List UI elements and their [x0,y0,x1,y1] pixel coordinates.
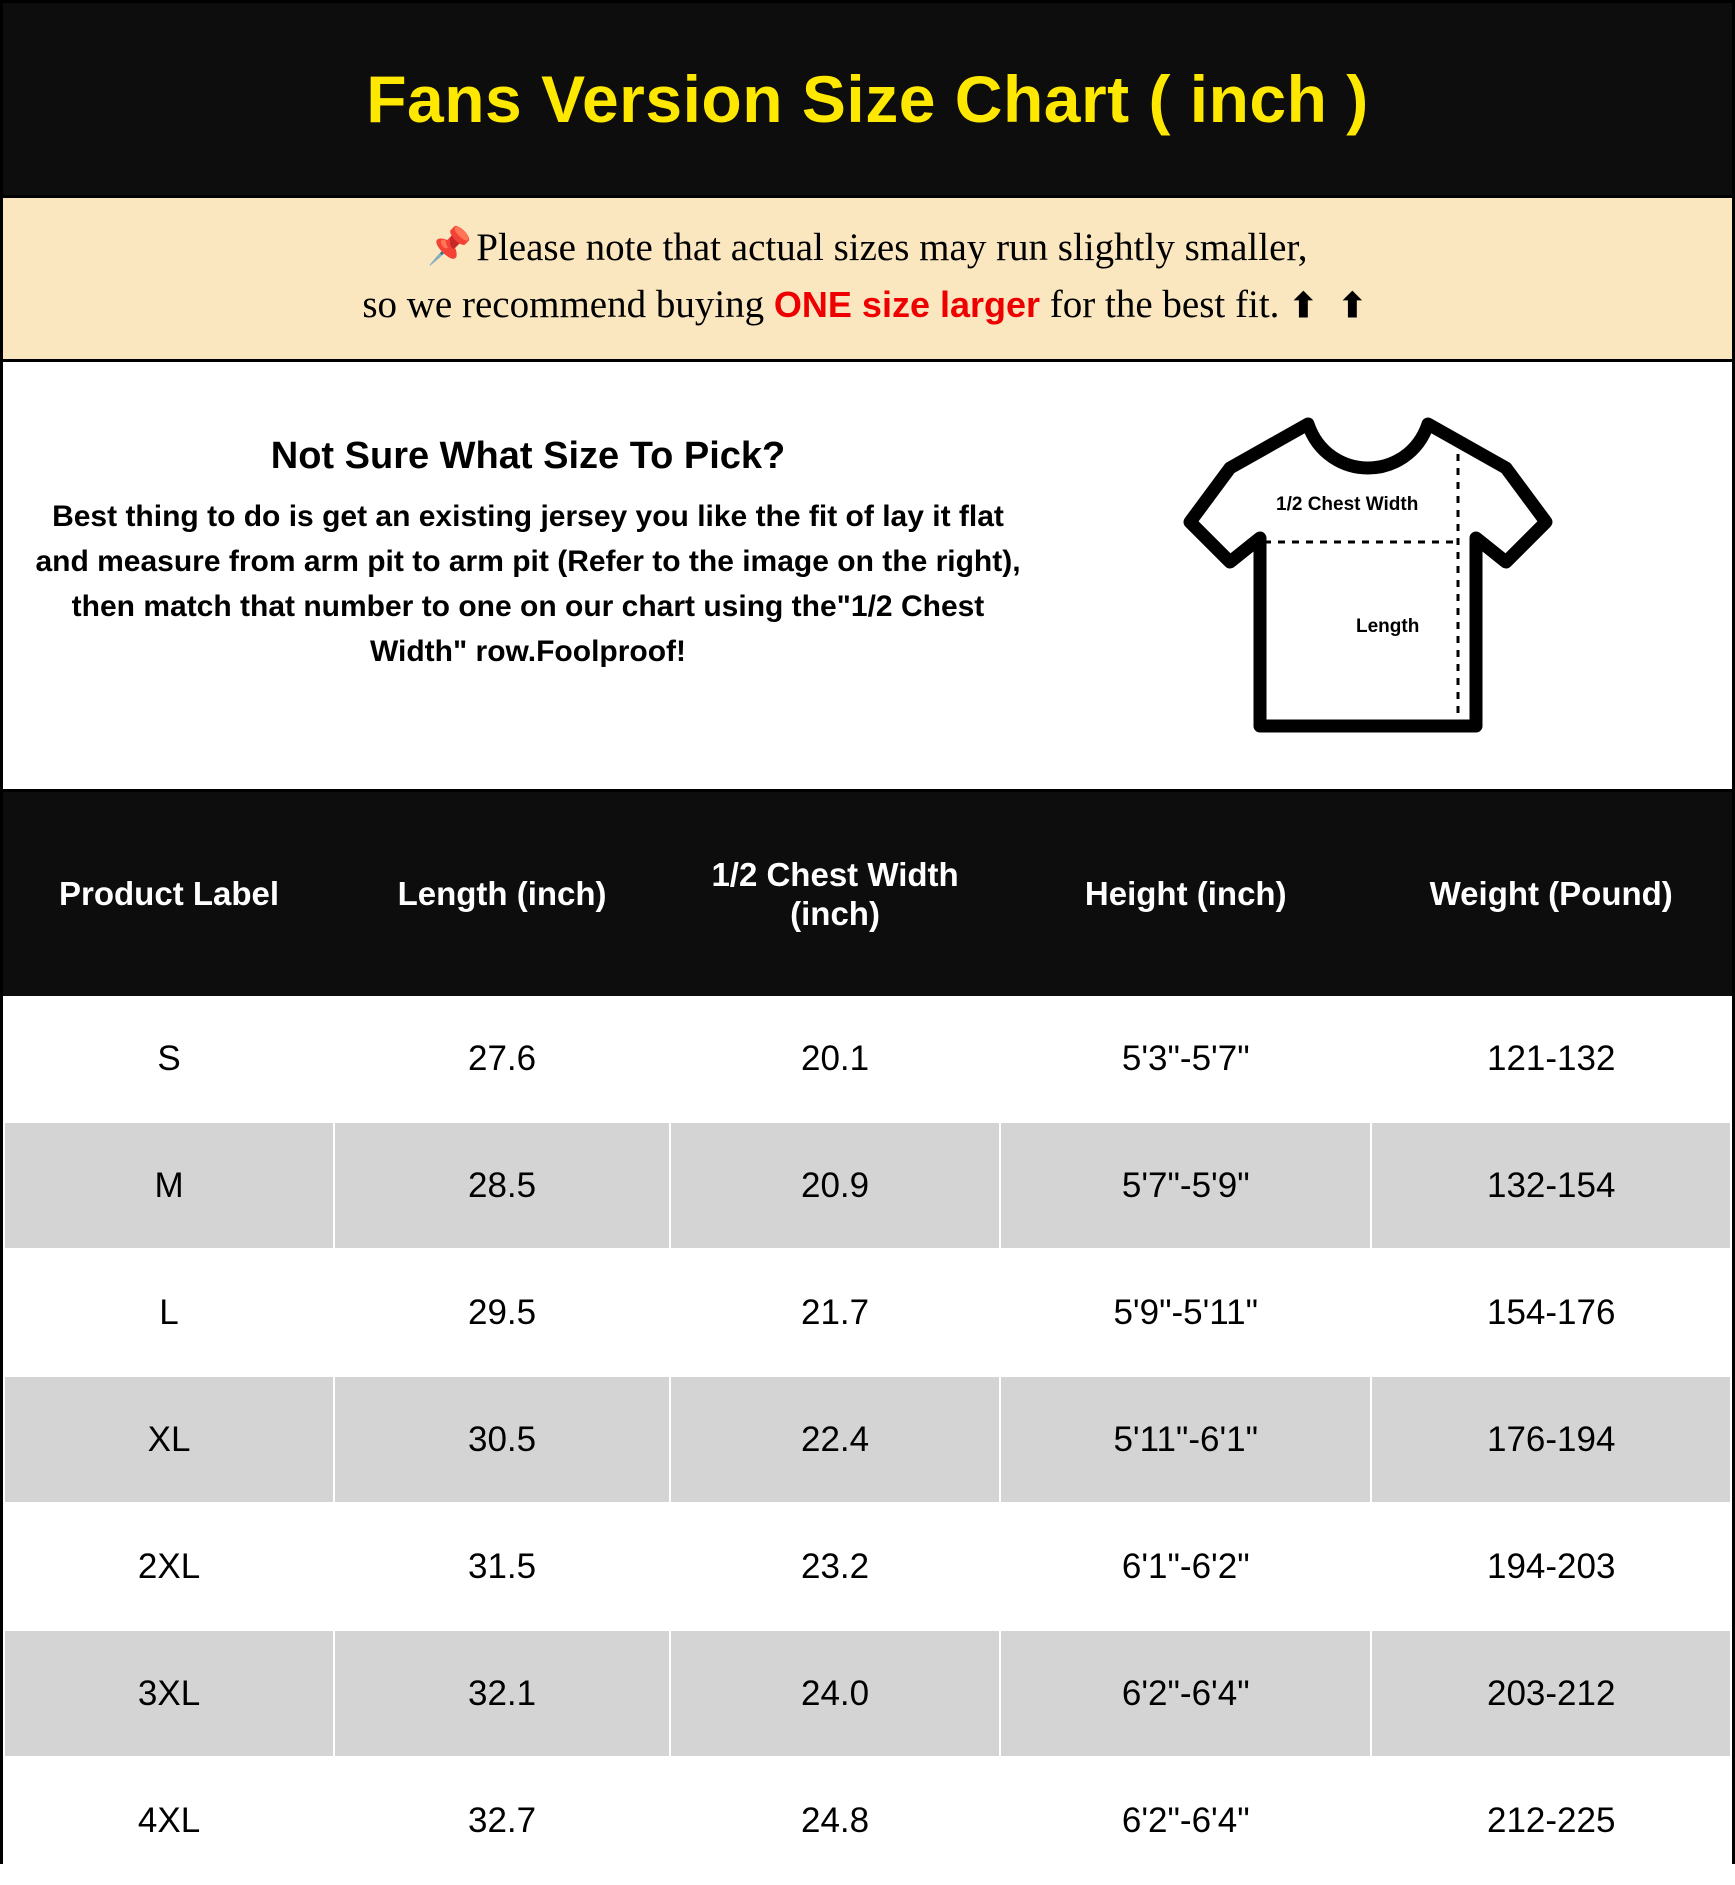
length-label: Length [1355,616,1419,638]
cell-height: 6'1"-6'2" [1000,1503,1371,1630]
chart-header [3,3,1732,195]
cell-weight: 154-176 [1371,1249,1731,1376]
cell-chest: 24.8 [670,1757,1000,1884]
cell-length: 32.1 [334,1630,670,1757]
cell-length: 31.5 [334,1503,670,1630]
chest-width-label: 1/2 Chest Width [1275,494,1418,516]
note-emphasis: ONE size larger [773,283,1041,325]
size-table-wrap [3,792,1732,1885]
cell-height: 5'3"-5'7" [1000,995,1371,1122]
cell-length: 28.5 [334,1122,670,1249]
note-line-2 [23,277,1712,334]
cell-length: 30.5 [334,1376,670,1503]
table-row [4,1503,1731,1630]
table-row [4,1249,1731,1376]
size-note-banner [3,195,1732,362]
cell-product-label: L [4,1249,334,1376]
note-line-1-text: Please note that actual sizes may run slightly smaller, [476,226,1308,269]
cell-height: 5'11"-6'1" [1000,1376,1371,1503]
cell-weight: 121-132 [1371,995,1731,1122]
table-row [4,1630,1731,1757]
table-row [4,1122,1731,1249]
cell-height: 5'7"-5'9" [1000,1122,1371,1249]
size-table [3,792,1732,1885]
column-header-height: Height (inch) [1000,793,1371,995]
column-header-product-label: Product Label [4,793,334,995]
cell-length: 27.6 [334,995,670,1122]
table-header-row [4,793,1731,995]
arrow-up-icon: ⬆ ⬆ [1289,287,1373,325]
cell-product-label: M [4,1122,334,1249]
column-header-length: Length (inch) [334,793,670,995]
sizing-help-section [3,362,1732,792]
page-title: Fans Version Size Chart ( inch ) [366,62,1369,136]
cell-chest: 23.2 [670,1503,1000,1630]
cell-length: 32.7 [334,1757,670,1884]
column-header-chest-width: 1/2 Chest Width (inch) [670,793,1000,995]
tshirt-measure-figure [1023,400,1712,740]
cell-chest: 20.1 [670,995,1000,1122]
cell-weight: 176-194 [1371,1376,1731,1503]
cell-product-label: 4XL [4,1757,334,1884]
cell-product-label: S [4,995,334,1122]
cell-height: 5'9"-5'11" [1000,1249,1371,1376]
column-header-weight: Weight (Pound) [1371,793,1731,995]
cell-chest: 21.7 [670,1249,1000,1376]
tshirt-icon [1168,410,1568,740]
cell-product-label: XL [4,1376,334,1503]
cell-weight: 212-225 [1371,1757,1731,1884]
cell-chest: 24.0 [670,1630,1000,1757]
sizing-help-body: Best thing to do is get an existing jersey you like the fit of lay it flat and measure from arm pit to arm pit (Refer to the image on the right), then match that number to one on our chart using the"1/2 Chest Width" row.Foolproof! [35,500,1021,669]
cell-weight: 203-212 [1371,1630,1731,1757]
cell-chest: 20.9 [670,1122,1000,1249]
sizing-help-heading: Not Sure What Size To Pick? [270,435,786,478]
pushpin-icon: 📌 [427,226,473,266]
cell-product-label: 3XL [4,1630,334,1757]
table-row [4,1376,1731,1503]
cell-chest: 22.4 [670,1376,1000,1503]
table-row [4,1757,1731,1884]
note-line-2-before: so we recommend buying [362,282,774,326]
cell-height: 6'2"-6'4" [1000,1757,1371,1884]
cell-height: 6'2"-6'4" [1000,1630,1371,1757]
size-table-body [4,995,1731,1884]
note-line-1 [23,220,1712,277]
cell-weight: 194-203 [1371,1503,1731,1630]
note-line-2-after: for the best fit. [1040,282,1290,326]
sizing-help-text [23,400,1023,674]
cell-product-label: 2XL [4,1503,334,1630]
cell-length: 29.5 [334,1249,670,1376]
size-table-head [4,793,1731,995]
table-row [4,995,1731,1122]
cell-weight: 132-154 [1371,1122,1731,1249]
